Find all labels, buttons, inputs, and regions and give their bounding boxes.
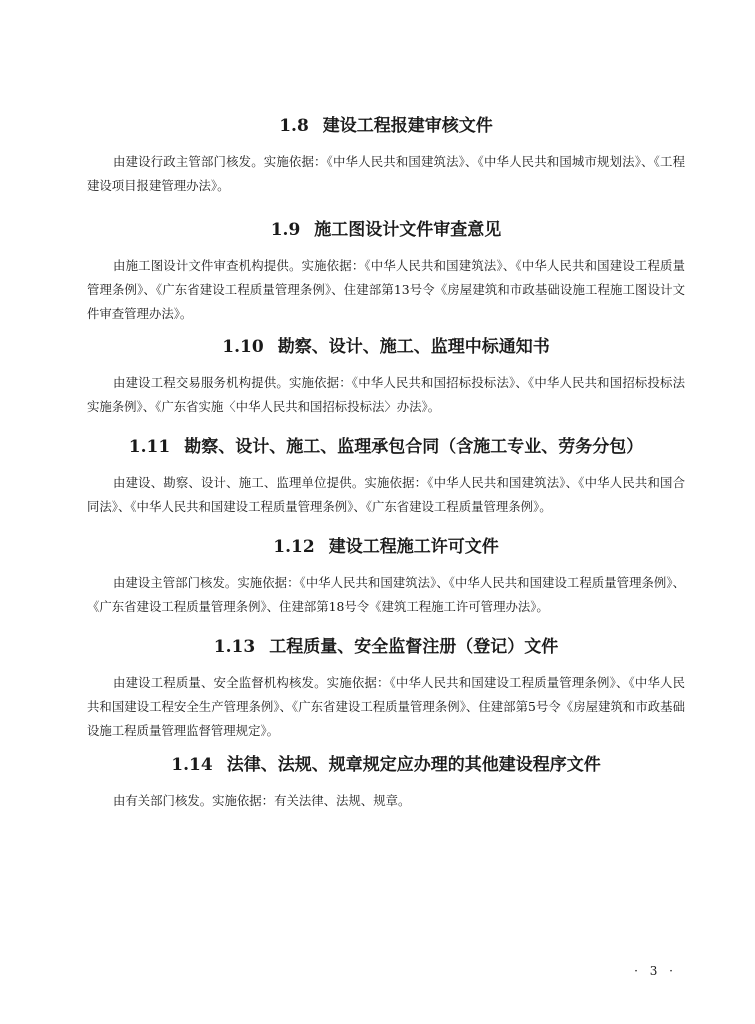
section-heading <box>87 333 685 361</box>
section-body: 由建设工程质量、安全监督机构核发。实施依据：《中华人民共和国建设工程质量管理条例》、《中华人民共和国建设工程安全生产管理条例》、《广东省建设工程质量管理条例》、住建部第5号令《房屋建筑和市政基础设施工程质量管理监督管理规定》。 <box>87 675 685 738</box>
section-heading <box>87 751 685 779</box>
section-1-8 <box>87 112 685 216</box>
section-number: 1.10 <box>222 337 264 357</box>
section-body: 由建设行政主管部门核发。实施依据：《中华人民共和国建筑法》、《中华人民共和国城市规划法》、《工程建设项目报建管理办法》。 <box>87 154 685 193</box>
section-1-13 <box>87 633 685 751</box>
section-number: 1.14 <box>171 755 213 775</box>
section-title: 建设工程施工许可文件 <box>328 537 499 557</box>
section-title: 建设工程报建审核文件 <box>322 116 493 136</box>
section-body: 由建设主管部门核发。实施依据：《中华人民共和国建筑法》、《中华人民共和国建设工程质量管理条例》、《广东省建设工程质量管理条例》、住建部第18号令《建筑工程施工许可管理办法》。 <box>87 575 685 614</box>
section-body: 由有关部门核发。实施依据：有关法律、法规、规章。 <box>113 793 411 808</box>
document-page <box>87 112 685 811</box>
section-heading <box>87 216 685 244</box>
section-number: 1.11 <box>128 437 171 457</box>
section-heading <box>87 433 685 461</box>
section-number: 1.13 <box>213 637 256 657</box>
section-heading <box>87 533 685 561</box>
section-body: 由建设工程交易服务机构提供。实施依据：《中华人民共和国招标投标法》、《中华人民共和国招标投标法实施条例》、《广东省实施〈中华人民共和国招标投标法〉办法》。 <box>87 375 685 414</box>
section-heading <box>87 633 685 661</box>
page-number: · 3 · <box>634 964 677 978</box>
section-body: 由建设、勘察、设计、施工、监理单位提供。实施依据：《中华人民共和国建筑法》、《中华人民共和国合同法》、《中华人民共和国建设工程质量管理条例》、《广东省建设工程质量管理条例》。 <box>87 475 685 514</box>
section-heading <box>87 112 685 140</box>
section-title: 法律、法规、规章规定应办理的其他建设程序文件 <box>226 755 601 775</box>
section-1-14 <box>87 751 685 811</box>
section-1-11 <box>87 433 685 533</box>
section-1-9 <box>87 216 685 333</box>
section-title: 勘察、设计、施工、监理承包合同（含施工专业、劳务分包） <box>184 437 644 457</box>
section-title: 勘察、设计、施工、监理中标通知书 <box>277 337 550 357</box>
section-1-12 <box>87 533 685 633</box>
section-number: 1.9 <box>270 220 301 240</box>
section-body: 由施工图设计文件审查机构提供。实施依据：《中华人民共和国建筑法》、《中华人民共和国建设工程质量管理条例》、《广东省建设工程质量管理条例》、住建部第13号令《房屋建筑和市政基础设施工程施工图设计文件审查管理办法》。 <box>87 258 685 321</box>
section-number: 1.8 <box>279 116 309 136</box>
section-1-10 <box>87 333 685 433</box>
section-title: 施工图设计文件审查意见 <box>314 220 502 240</box>
section-title: 工程质量、安全监督注册（登记）文件 <box>269 637 559 657</box>
section-number: 1.12 <box>273 537 315 557</box>
